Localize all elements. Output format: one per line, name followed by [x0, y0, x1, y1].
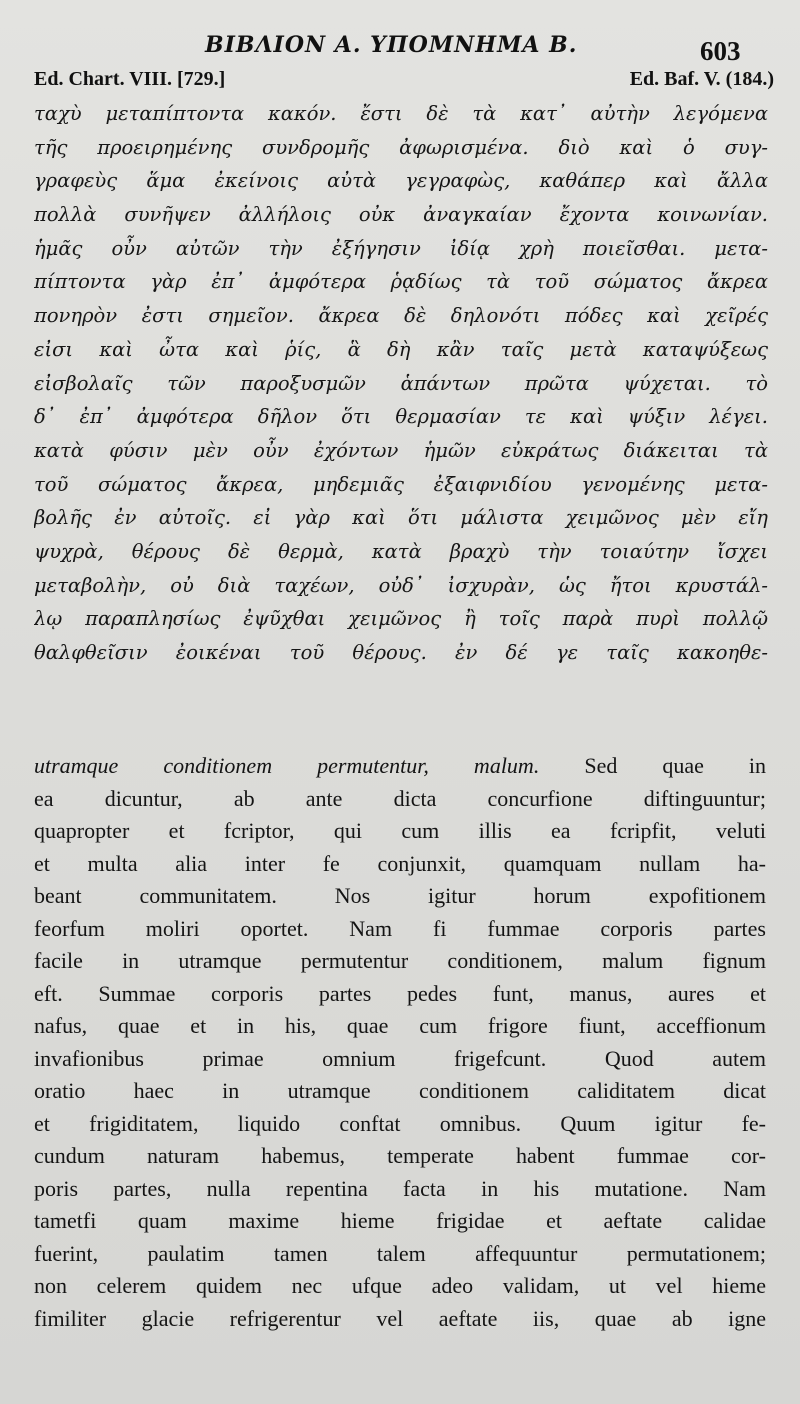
- latin-line: oratio haec in utramque conditionem caliditatem dicat: [34, 1078, 766, 1103]
- page-number: 603: [700, 36, 741, 66]
- latin-line-first: [34, 750, 766, 783]
- latin-line: et multa alia inter fe conjunxit, quamquam nullam ha-: [34, 850, 766, 876]
- latin-line: fuerint, paulatim tamen talem affequuntur permutationem;: [34, 1240, 766, 1266]
- greek-line: τοῦ σώματος ἄκρεα, μηδεμιᾶς ἐξαιφνιδίου γενομένης μετα-: [34, 472, 768, 496]
- greek-line: μεταβολὴν, οὐ διὰ ταχέων, οὐδ᾽ ἰσχυρὰν, ὡς ἤτοι κρυστάλ-: [34, 573, 768, 597]
- greek-line: ταχὺ μεταπίπτοντα κακόν. ἔστι δὲ τὰ κατ᾽ αὐτὴν λεγόμενα: [34, 102, 768, 125]
- latin-first-italic: utramque conditionem permutentur, malum.: [34, 753, 540, 778]
- latin-line: tametfi quam maxime hieme frigidae et aeftate calidae: [34, 1208, 766, 1233]
- latin-line: ea dicuntur, ab ante dicta concurfione diftinguuntur;: [34, 785, 766, 811]
- greek-line: εἰσι καὶ ὦτα καὶ ῥίς, ἃ δὴ κἂν ταῖς μετὰ καταψύξεως: [34, 337, 768, 361]
- greek-line: πονηρὸν ἐστι σημεῖον. ἄκρεα δὲ δηλονότι πόδες καὶ χεῖρές: [34, 304, 768, 328]
- edition-line: [34, 68, 774, 94]
- greek-line: πολλὰ συνῆψεν ἀλλήλοις οὐκ ἀναγκαίαν ἔχοντα κοινωνίαν.: [34, 203, 768, 227]
- latin-line: poris partes, nulla repentina facta in his mutatione. Nam: [34, 1175, 766, 1201]
- latin-line: facile in utramque permutentur conditionem, malum fignum: [34, 948, 766, 973]
- greek-line: εἰσβολαῖς τῶν παροξυσμῶν ἁπάντων πρῶτα ψύχεται. τὸ: [34, 371, 768, 395]
- greek-line: γραφεὺς ἅμα ἐκείνοις αὐτὰ γεγραφὼς, καθάπερ καὶ ἄλλα: [34, 169, 768, 193]
- latin-line: invafionibus primae omnium frigefcunt. Quod autem: [34, 1045, 766, 1071]
- greek-line: κατὰ φύσιν μὲν οὖν ἐχόντων ἡμῶν εὐκράτως διάκειται τὰ: [34, 438, 768, 462]
- latin-line: nafus, quae et in his, quae cum frigore fiunt, acceffionum: [34, 1013, 766, 1038]
- latin-line: fimiliter glacie refrigerentur vel aeftate iis, quae ab igne: [34, 1305, 766, 1331]
- latin-line: quapropter et fcriptor, qui cum illis ea fcripfit, veluti: [34, 818, 766, 843]
- latin-line: cundum naturam habemus, temperate habent fummae cor-: [34, 1143, 766, 1168]
- edition-left: Ed. Chart. VIII. [729.]: [34, 68, 226, 90]
- latin-line: eft. Summae corporis partes pedes funt, manus, aures et: [34, 980, 766, 1006]
- greek-line: βολῆς ἐν αὐτοῖς. εἰ γὰρ καὶ ὅτι μάλιστα χειμῶνος μὲν εἴη: [34, 506, 768, 530]
- running-head: [0, 30, 800, 66]
- greek-line: πίπτοντα γὰρ ἐπ᾽ ἀμφότερα ῥᾳδίως τὰ τοῦ σώματος ἄκρεα: [34, 270, 768, 294]
- latin-line: non celerem quidem nec ufque adeo validam, ut vel hieme: [34, 1273, 766, 1298]
- latin-line: beant communitatem. Nos igitur horum expofitionem: [34, 883, 766, 908]
- latin-first-rest: Sed quae in: [584, 753, 766, 778]
- edition-right: Ed. Baf. V. (184.): [629, 68, 774, 90]
- greek-line: τῆς προειρημένης συνδρομῆς ἀφωρισμένα. διὸ καὶ ὁ συγ-: [34, 135, 768, 159]
- greek-text-block: [34, 97, 768, 670]
- greek-line: θαλφθεῖσιν ἐοικέναι τοῦ θέρους. ἐν δέ γε ταῖς κακοηθε-: [34, 641, 768, 664]
- latin-line: et frigiditatem, liquido conftat omnibus. Quum igitur fe-: [34, 1110, 766, 1136]
- latin-line: feorfum moliri oportet. Nam fi fummae corporis partes: [34, 915, 766, 941]
- latin-text-block: [34, 750, 766, 1335]
- greek-line: ψυχρὰ, θέρους δὲ θερμὰ, κατὰ βραχὺ τὴν τοιαύτην ἴσχει: [34, 539, 768, 563]
- greek-line: δ᾽ ἐπ᾽ ἀμφότερα δῆλον ὅτι θερμασίαν τε καὶ ψύξιν λέγει.: [34, 405, 768, 429]
- greek-line: λῳ παραπλησίως ἐψῦχθαι χειμῶνος ἢ τοῖς παρὰ πυρὶ πολλῷ: [34, 607, 768, 631]
- running-title: ΒΙΒΛΙΟΝ Α. ΥΠΟΜΝΗΜΑ Β.: [205, 32, 578, 58]
- greek-line: ἡμᾶς οὖν αὐτῶν τὴν ἐξήγησιν ἰδίᾳ χρὴ ποιεῖσθαι. μετα-: [34, 236, 768, 260]
